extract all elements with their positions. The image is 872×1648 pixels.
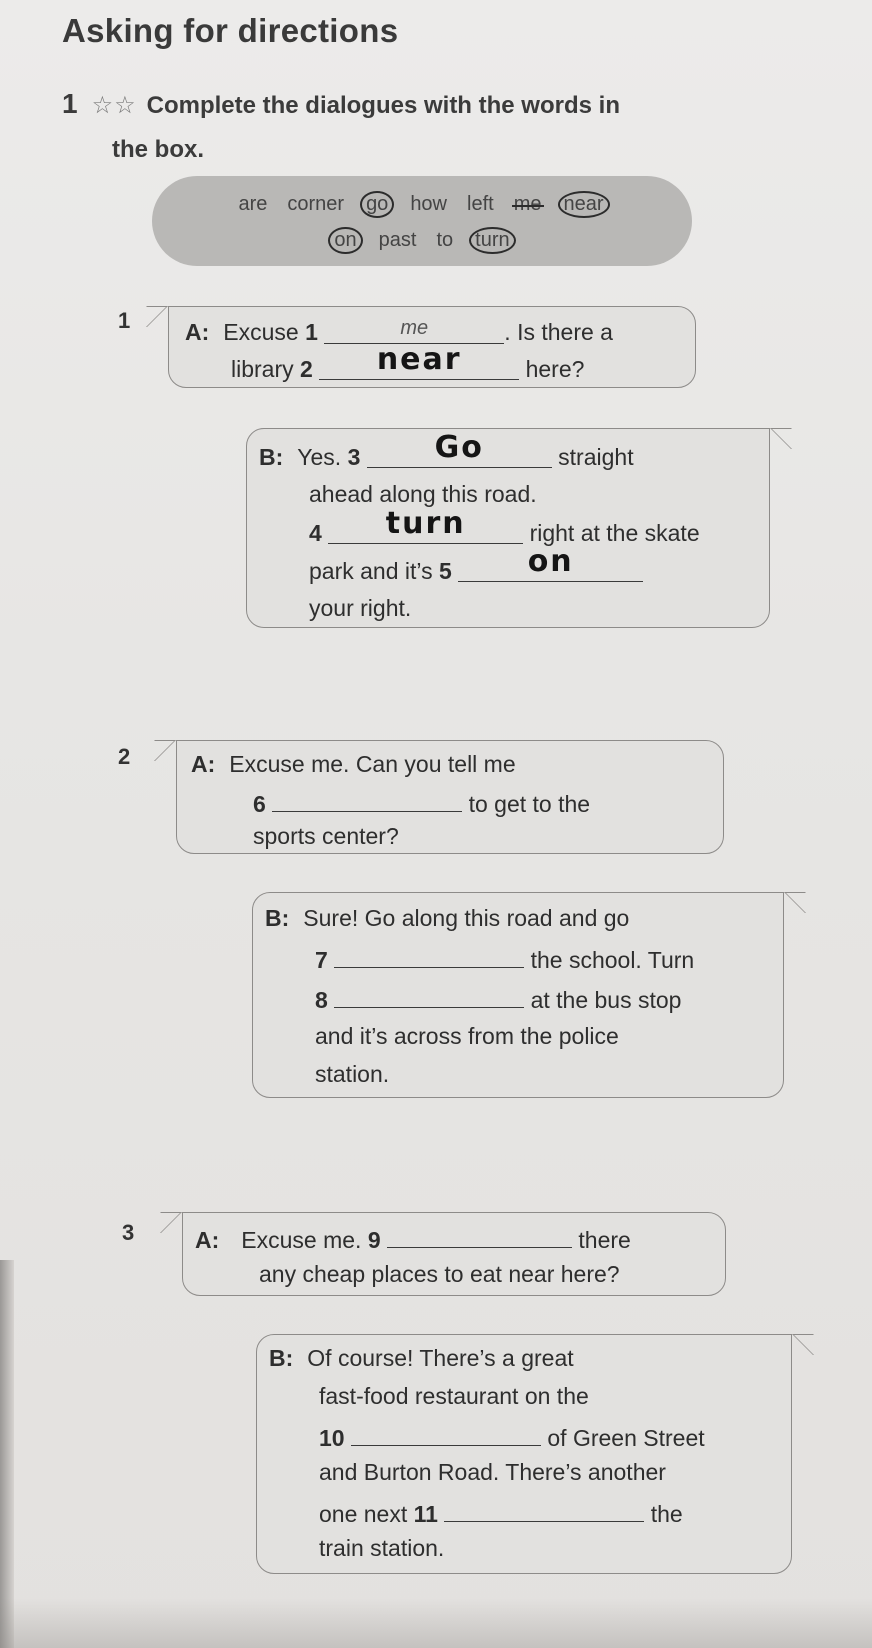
blank-number: 4 [309,520,322,546]
bubble-line [265,899,629,937]
speech-bubble-b [252,892,784,1098]
bubble-line [191,745,516,783]
bubble-line: any cheap places to eat near here? [259,1261,620,1287]
speaker-label: A: [191,751,216,777]
bubble-line [231,342,585,388]
speech-bubble-a [168,306,696,388]
word-box-word: corner [287,193,345,215]
word-box-word: to [436,229,454,251]
blank-number: 5 [438,558,452,584]
bubble-line: fast-food restaurant on the [319,1383,589,1409]
word-box [152,176,692,266]
bubble-line [259,430,634,476]
answer-blank[interactable] [324,313,504,344]
answer-blank[interactable] [458,544,643,582]
page-edge-shadow [0,1260,14,1648]
text: Yes. [297,444,348,470]
word-box-word: turn [469,227,515,254]
text: to get to the [468,791,591,817]
bubble-line: train station. [319,1535,445,1561]
bubble-line: and it’s across from the police [315,1023,619,1049]
text: Of course! There’s a great [307,1345,574,1371]
handwritten-answer: near [376,342,462,377]
instruction-line-1: Complete the dialogues with the words in [146,92,620,119]
word-box-word: are [238,193,268,215]
blank-number: 10 [319,1425,345,1451]
word-box-word: left [467,193,494,215]
blank-number: 8 [315,987,328,1013]
bubble-line [319,1415,705,1457]
answer-blank[interactable] [319,342,519,380]
handwritten-answer: on [527,544,574,579]
page-title: Asking for directions [62,12,399,49]
text: . Is there a [504,319,613,345]
speech-bubble-b [256,1334,792,1574]
blank-number: 11 [413,1501,438,1527]
speaker-label: A: [185,319,210,345]
speaker-label: B: [269,1345,294,1371]
text: of Green Street [547,1425,705,1451]
answer-blank[interactable] [272,781,462,812]
handwritten-answer: turn [385,506,466,541]
speech-bubble-b [246,428,770,628]
bubble-line [319,1491,683,1533]
blank-number: 1 [305,319,318,345]
blank-number: 7 [315,947,328,973]
word-box-row-1 [152,191,692,218]
answer-blank[interactable] [328,506,523,544]
blank-number: 9 [367,1227,381,1253]
dialogue-number: 2 [118,744,131,769]
speaker-label: B: [265,905,290,931]
text: at the bus stop [530,987,682,1013]
text: there [578,1227,631,1253]
text: Excuse me. [241,1227,368,1253]
bubble-line [315,937,694,979]
answer-blank[interactable] [444,1491,644,1522]
word-box-word: past [378,229,417,251]
text: here? [525,356,585,382]
blank-number: 6 [253,791,266,817]
text: Excuse [223,319,306,345]
answer-blank[interactable] [367,430,552,468]
word-box-word: me [513,193,542,215]
bubble-line: sports center? [253,823,399,849]
instruction-line-2: the box. [112,136,205,163]
bubble-line: and Burton Road. There’s another [319,1459,666,1485]
text: right at the skate [529,520,700,546]
text: Sure! Go along this road and go [303,905,630,931]
bubble-line [195,1217,631,1259]
bubble-line [309,506,700,552]
text: park and it’s [309,558,439,584]
word-box-word: near [558,191,610,218]
word-box-row-2 [152,227,692,254]
handwritten-answer: Go [434,430,484,465]
dialogue-number: 3 [122,1220,135,1245]
dialogue-number: 1 [118,308,131,333]
bubble-line [269,1339,574,1377]
blank-number: 3 [347,444,361,470]
exercise-number: 1 [62,88,78,119]
page-bottom-shadow [0,1598,872,1648]
answer-blank[interactable] [334,937,524,968]
word-box-word: how [410,193,448,215]
text: the school. Turn [530,947,695,973]
speaker-label: A: [195,1227,220,1253]
bubble-line: your right. [309,595,412,621]
speech-bubble-a [182,1212,726,1296]
example-answer: me [400,317,429,339]
text: straight [558,444,634,470]
bubble-line: station. [315,1061,390,1087]
difficulty-stars-icon: ☆☆ [91,92,137,119]
text: library [231,356,301,382]
answer-blank[interactable] [387,1217,572,1248]
bubble-line [315,977,681,1019]
blank-number: 2 [300,356,313,382]
word-box-word: on [328,227,362,254]
text: Excuse me. Can you tell me [229,751,516,777]
speech-bubble-a [176,740,724,854]
text: one next [319,1501,414,1527]
answer-blank[interactable] [351,1415,541,1446]
answer-blank[interactable] [334,977,524,1008]
text: the [650,1501,683,1527]
bubble-line: ahead along this road. [309,481,537,507]
exercise-instruction [62,82,752,172]
speaker-label: B: [259,444,284,470]
word-box-word: go [360,191,394,218]
bubble-line [309,544,643,590]
